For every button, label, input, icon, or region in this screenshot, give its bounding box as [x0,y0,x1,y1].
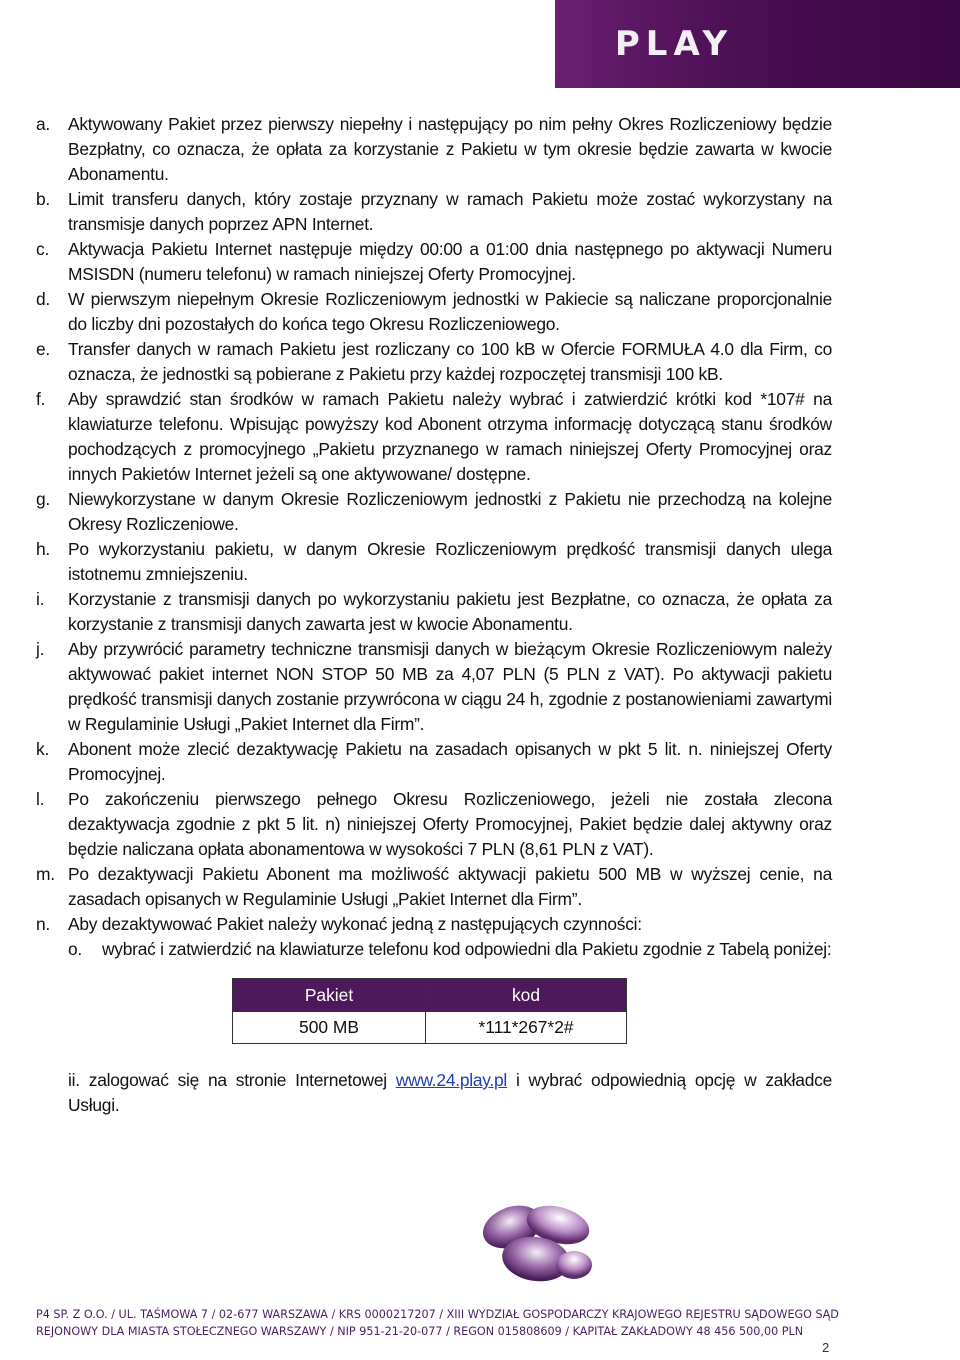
list-item-h [36,537,832,587]
item-marker: c. [36,239,50,259]
document-body [36,112,832,1118]
list-item-e [36,337,832,387]
item-marker: k. [36,739,50,759]
item-marker: g. [36,489,51,509]
item-text: Aby sprawdzić stan środków w ramach Pakietu należy wybrać i zatwierdzić krótki kod *107# na klawiaturze telefonu. Wpisując powyższy kod Abonent otrzyma informację dotyczącą stanu środków pochodzących z promocyjnego „Pakietu przyznanego w ramach niniejszej Oferty Promocyjnej oraz innych Pakietów Internet jeżeli są one aktywowane/ dostępne. [68,389,832,484]
list-item-d [36,287,832,337]
company-footer [36,1306,936,1340]
item-marker: h. [36,539,51,559]
item-text: Korzystanie z transmisji danych po wykorzystaniu pakietu jest Bezpłatne, co oznacza, że opłata za korzystanie z transmisji danych zawarta jest w kwocie Abonamentu. [68,589,832,634]
list-item-i [36,587,832,637]
item-text: Transfer danych w ramach Pakietu jest rozliczany co 100 kB w Ofercie FORMUŁA 4.0 dla Firm, co oznacza, że jednostki są pobierane z Pakietu przy każdej rozpoczętej transmisji 100 kB. [68,339,832,384]
item-text: Po wykorzystaniu pakietu, w danym Okresie Rozliczeniowym prędkość transmisji danych ulega istotnemu zmniejszeniu. [68,539,832,584]
table-header-pakiet: Pakiet [233,979,426,1012]
item-text: Aby przywrócić parametry techniczne transmisji danych w bieżącym Okresie Rozliczeniowym należy aktywować pakiet internet NON STOP 50 MB za 4,07 PLN (5 PLN z VAT). Po aktywacji pakietu prędkość transmisji danych zostanie przywrócona w ciągu 24 h, zgodnie z postanowieniami zawartymi w Regulaminie Usługi „Pakiet Internet dla Firm”. [68,639,832,734]
item-marker: n. [36,914,51,934]
list-item-l [36,787,832,862]
sub-item-text: wybrać i zatwierdzić na klawiaturze telefonu kod odpowiedni dla Pakietu zgodnie z Tabelą poniżej: [102,939,832,959]
item-text: W pierwszym niepełnym Okresie Rozliczeniowym jednostki w Pakiecie są naliczane proporcjonalnie do liczby dni pozostałych do końca tego Okresu Rozliczeniowego. [68,289,832,334]
list-item-b [36,187,832,237]
table-header-row [233,979,627,1012]
item-text: Aktywacja Pakietu Internet następuje między 00:00 a 01:00 dnia następnego po aktywacji Numeru MSISDN (numeru telefonu) w ramach niniejszej Oferty Promocyjnej. [68,239,832,284]
item-marker: d. [36,289,51,309]
table-row [233,1012,627,1044]
table-cell-pakiet: 500 MB [233,1012,426,1044]
sub-item-text-after: i wybrać odpowiednią opcję w zakładce Usługi. [68,1070,832,1115]
package-code-table [232,978,627,1044]
item-marker: f. [36,389,46,409]
item-text: Limit transferu danych, który zostaje przyznany w ramach Pakietu może zostać wykorzystany na transmisje danych poprzez APN Internet. [68,189,832,234]
list-item-j [36,637,832,737]
play-logo: PLAY [614,24,734,64]
list-item-k [36,737,832,787]
list-item-g [36,487,832,537]
sub-item-o [68,937,832,962]
list-item-c [36,237,832,287]
list-item-a [36,112,832,187]
item-marker: b. [36,189,51,209]
list-item-n [36,912,832,962]
table-cell-kod: *111*267*2# [426,1012,627,1044]
page-number: 2 [822,1340,830,1355]
item-text: Aby dezaktywować Pakiet należy wykonać jedną z następujących czynności: [68,914,642,934]
table-header-kod: kod [426,979,627,1012]
item-text: Po dezaktywacji Pakietu Abonent ma możliwość aktywacji pakietu 500 MB w wyższej cenie, na zasadach opisanych w Regulaminie Usługi „Pakiet Internet dla Firm”. [68,864,832,909]
play-ornament-icon [470,1195,605,1290]
item-marker: j. [36,639,45,659]
play-website-link[interactable]: www.24.play.pl [395,1070,508,1090]
sub-item-marker: ii. [68,1070,80,1090]
item-text: Po zakończeniu pierwszego pełnego Okresu Rozliczeniowego, jeżeli nie została zlecona dezaktywacja zgodnie z pkt 5 lit. n) niniejszej Oferty Promocyjnej, Pakiet będzie dalej aktywny oraz będzie naliczana opłata abonamentowa w wysokości 7 PLN (8,61 PLN z VAT). [68,789,832,859]
item-text: Aktywowany Pakiet przez pierwszy niepełny i następujący po nim pełny Okres Rozliczeniowy będzie Bezpłatny, co oznacza, że opłata za korzystanie z Pakietu w tym okresie będzie zawarta w kwocie Abonamentu. [68,114,832,184]
sub-item-marker: o. [68,939,83,959]
item-marker: l. [36,789,45,809]
item-text: Abonent może zlecić dezaktywację Pakietu na zasadach opisanych w pkt 5 lit. n. niniejszej Oferty Promocyjnej. [68,739,832,784]
item-text: Niewykorzystane w danym Okresie Rozliczeniowym jednostki z Pakietu nie przechodzą na kolejne Okresy Rozliczeniowe. [68,489,832,534]
item-marker: e. [36,339,51,359]
item-marker: a. [36,114,51,134]
sub-item-ii [36,1068,832,1118]
item-marker: m. [36,864,55,884]
footer-line-2: REJONOWY DLA MIASTA STOŁECZNEGO WARSZAWY / NIP 951-21-20-077 / REGON 015808609 / KAPITAŁ ZAKŁADOWY 48 456 500,00 PLN [36,1325,804,1338]
item-marker: i. [36,589,45,609]
list-item-f [36,387,832,487]
list-item-m [36,862,832,912]
sub-item-text-before: zalogować się na stronie Internetowej [88,1070,387,1090]
footer-line-1: P4 SP. Z O.O. / UL. TAŚMOWA 7 / 02-677 WARSZAWA / KRS 0000217207 / XIII WYDZIAŁ GOSPODARCZY KRAJOWEGO REJESTRU SĄDOWEGO SĄD [36,1308,839,1321]
terms-list [36,112,832,962]
